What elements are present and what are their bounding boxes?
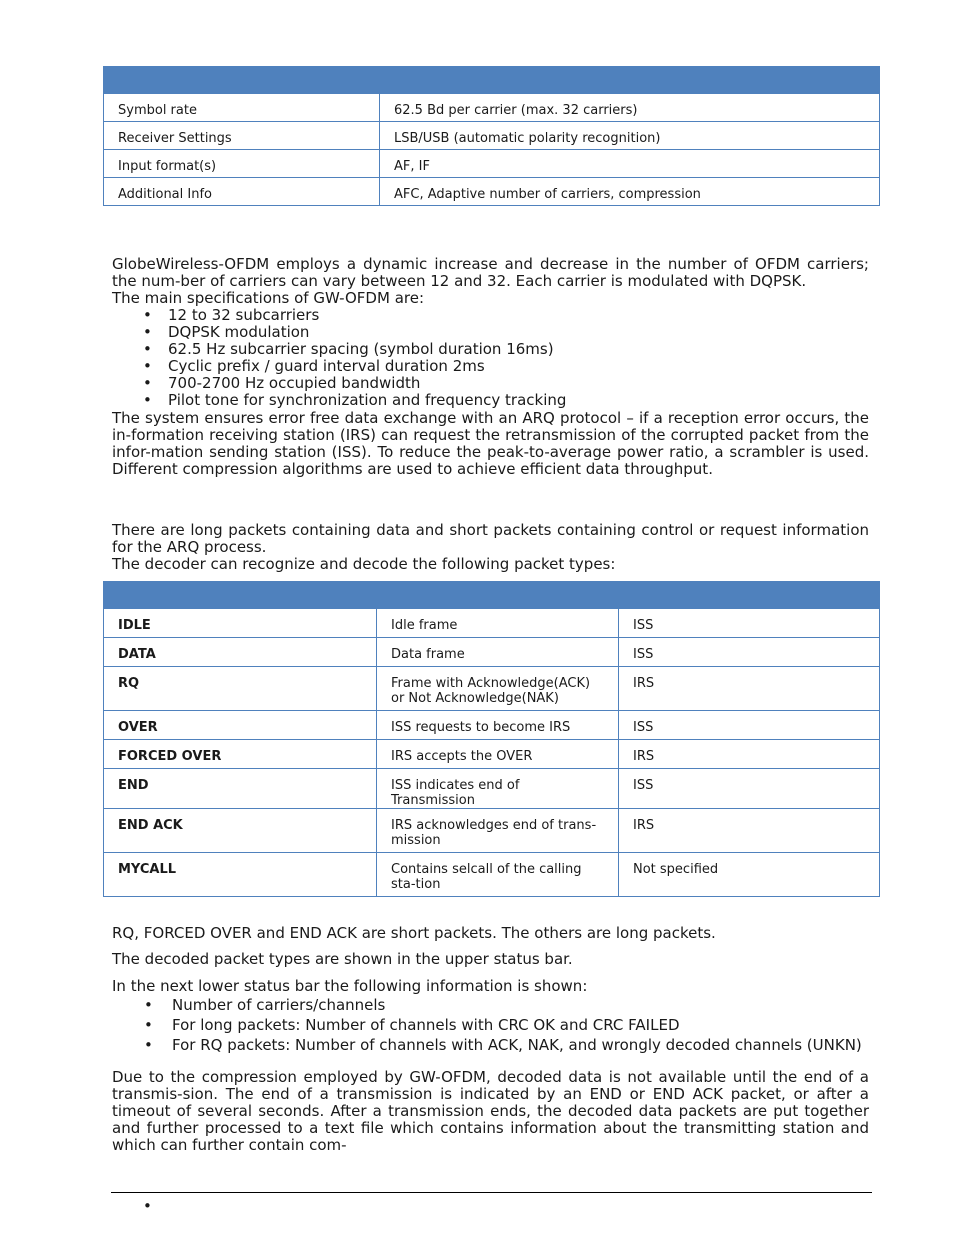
list-item: • 62.5 Hz subcarrier spacing (symbol duration 16ms) (143, 340, 554, 358)
spec-value: LSB/USB (automatic polarity recognition) (380, 122, 880, 150)
list-item: • Number of carriers/channels (144, 996, 386, 1014)
packet-desc: IRS acknowledges end of trans-mission (377, 809, 619, 853)
packet-table (103, 581, 880, 897)
spec-label: Input format(s) (104, 150, 380, 178)
packet-type: FORCED OVER (104, 740, 377, 769)
table-row (104, 711, 880, 740)
intro-paragraph: GlobeWireless-OFDM employs a dynamic increase and decrease in the number of OFDM carriers; the num-ber of carriers can vary between 12 and 32. Each carrier is modulated with DQPSK. (112, 255, 869, 290)
spec-list (143, 306, 567, 409)
packet-desc: ISS requests to become IRS (377, 711, 619, 740)
packet-type: END ACK (104, 809, 377, 853)
bullet-icon: • (143, 340, 152, 358)
packet-type: MYCALL (104, 853, 377, 897)
packet-desc: Data frame (377, 638, 619, 667)
table-row (104, 609, 880, 638)
list-item: • For RQ packets: Number of channels with ACK, NAK, and wrongly decoded channels (UNKN) (144, 1036, 862, 1054)
specs-lead: The main specifications of GW-OFDM are: (112, 289, 425, 307)
bullet-icon: • (143, 357, 152, 375)
bullet-icon: • (143, 391, 152, 409)
bullet-icon: • (144, 1016, 153, 1034)
list-item: • Pilot tone for synchronization and frequency tracking (143, 391, 567, 409)
packet-sender: Not specified (619, 853, 880, 897)
list-item: • 12 to 32 subcarriers (143, 306, 320, 324)
spec-value: 62.5 Bd per carrier (max. 32 carriers) (380, 94, 880, 122)
table-row (104, 178, 880, 206)
spec-label: Additional Info (104, 178, 380, 206)
packet-desc: IRS accepts the OVER (377, 740, 619, 769)
packets-lead: The decoder can recognize and decode the following packet types: (112, 555, 616, 573)
packet-sender: IRS (619, 809, 880, 853)
packet-sender: IRS (619, 740, 880, 769)
packet-sender: ISS (619, 609, 880, 638)
packets-paragraph: There are long packets containing data and short packets containing control or request information for the ARQ process. (112, 521, 869, 556)
status-list (144, 995, 862, 1055)
footer-rule (111, 1192, 872, 1193)
packet-type: OVER (104, 711, 377, 740)
lower-status-lead: In the next lower status bar the following information is shown: (112, 977, 588, 995)
packet-table-header (104, 582, 880, 609)
spec-table-header (104, 67, 880, 94)
packet-desc: ISS indicates end of Transmission (377, 769, 619, 809)
table-row (104, 94, 880, 122)
compression-paragraph: Due to the compression employed by GW-OFDM, decoded data is not available until the end of a transmis-sion. The end of a transmission is indicated by an END or END ACK packet, or after a timeout of several seconds. After a transmission ends, the decoded data packets are put together and further processed to a text file which contains information about the transmitting station and which can further contain com- (112, 1068, 869, 1154)
packet-desc: Frame with Acknowledge(ACK) or Not Acknowledge(NAK) (377, 667, 619, 711)
list-item: • Cyclic prefix / guard interval duration 2ms (143, 357, 485, 375)
bullet-icon: • (143, 323, 152, 341)
footer-bullet: • (143, 1197, 152, 1215)
packet-desc: Contains selcall of the calling sta-tion (377, 853, 619, 897)
packet-type: DATA (104, 638, 377, 667)
table-row (104, 809, 880, 853)
list-item: • 700-2700 Hz occupied bandwidth (143, 374, 421, 392)
packet-type: IDLE (104, 609, 377, 638)
spec-label: Receiver Settings (104, 122, 380, 150)
table-row (104, 740, 880, 769)
packet-sender: ISS (619, 711, 880, 740)
spec-table (103, 66, 880, 206)
status-bar-note: The decoded packet types are shown in the upper status bar. (112, 950, 573, 968)
list-item: • DQPSK modulation (143, 323, 310, 341)
spec-value: AFC, Adaptive number of carriers, compression (380, 178, 880, 206)
bullet-icon: • (144, 996, 153, 1014)
spec-label: Symbol rate (104, 94, 380, 122)
bullet-icon: • (143, 374, 152, 392)
table-row (104, 150, 880, 178)
table-row (104, 122, 880, 150)
arq-paragraph: The system ensures error free data exchange with an ARQ protocol – if a reception error occurs, the in-formation receiving station (IRS) can request the retransmission of the corrupted packet from the infor-mation sending station (ISS). To reduce the peak-to-average power ratio, a scrambler is used. Different compression algorithms are used to achieve efficient data throughput. (112, 409, 869, 478)
table-row (104, 853, 880, 897)
table-row (104, 667, 880, 711)
packet-sender: IRS (619, 667, 880, 711)
packet-desc: Idle frame (377, 609, 619, 638)
bullet-icon: • (144, 1036, 153, 1054)
bullet-icon: • (143, 306, 152, 324)
table-row (104, 769, 880, 809)
packet-type: END (104, 769, 377, 809)
packet-type: RQ (104, 667, 377, 711)
list-item: • For long packets: Number of channels with CRC OK and CRC FAILED (144, 1016, 680, 1034)
short-packets-note: RQ, FORCED OVER and END ACK are short packets. The others are long packets. (112, 924, 716, 942)
packet-sender: ISS (619, 638, 880, 667)
table-row (104, 638, 880, 667)
packet-sender: ISS (619, 769, 880, 809)
spec-value: AF, IF (380, 150, 880, 178)
